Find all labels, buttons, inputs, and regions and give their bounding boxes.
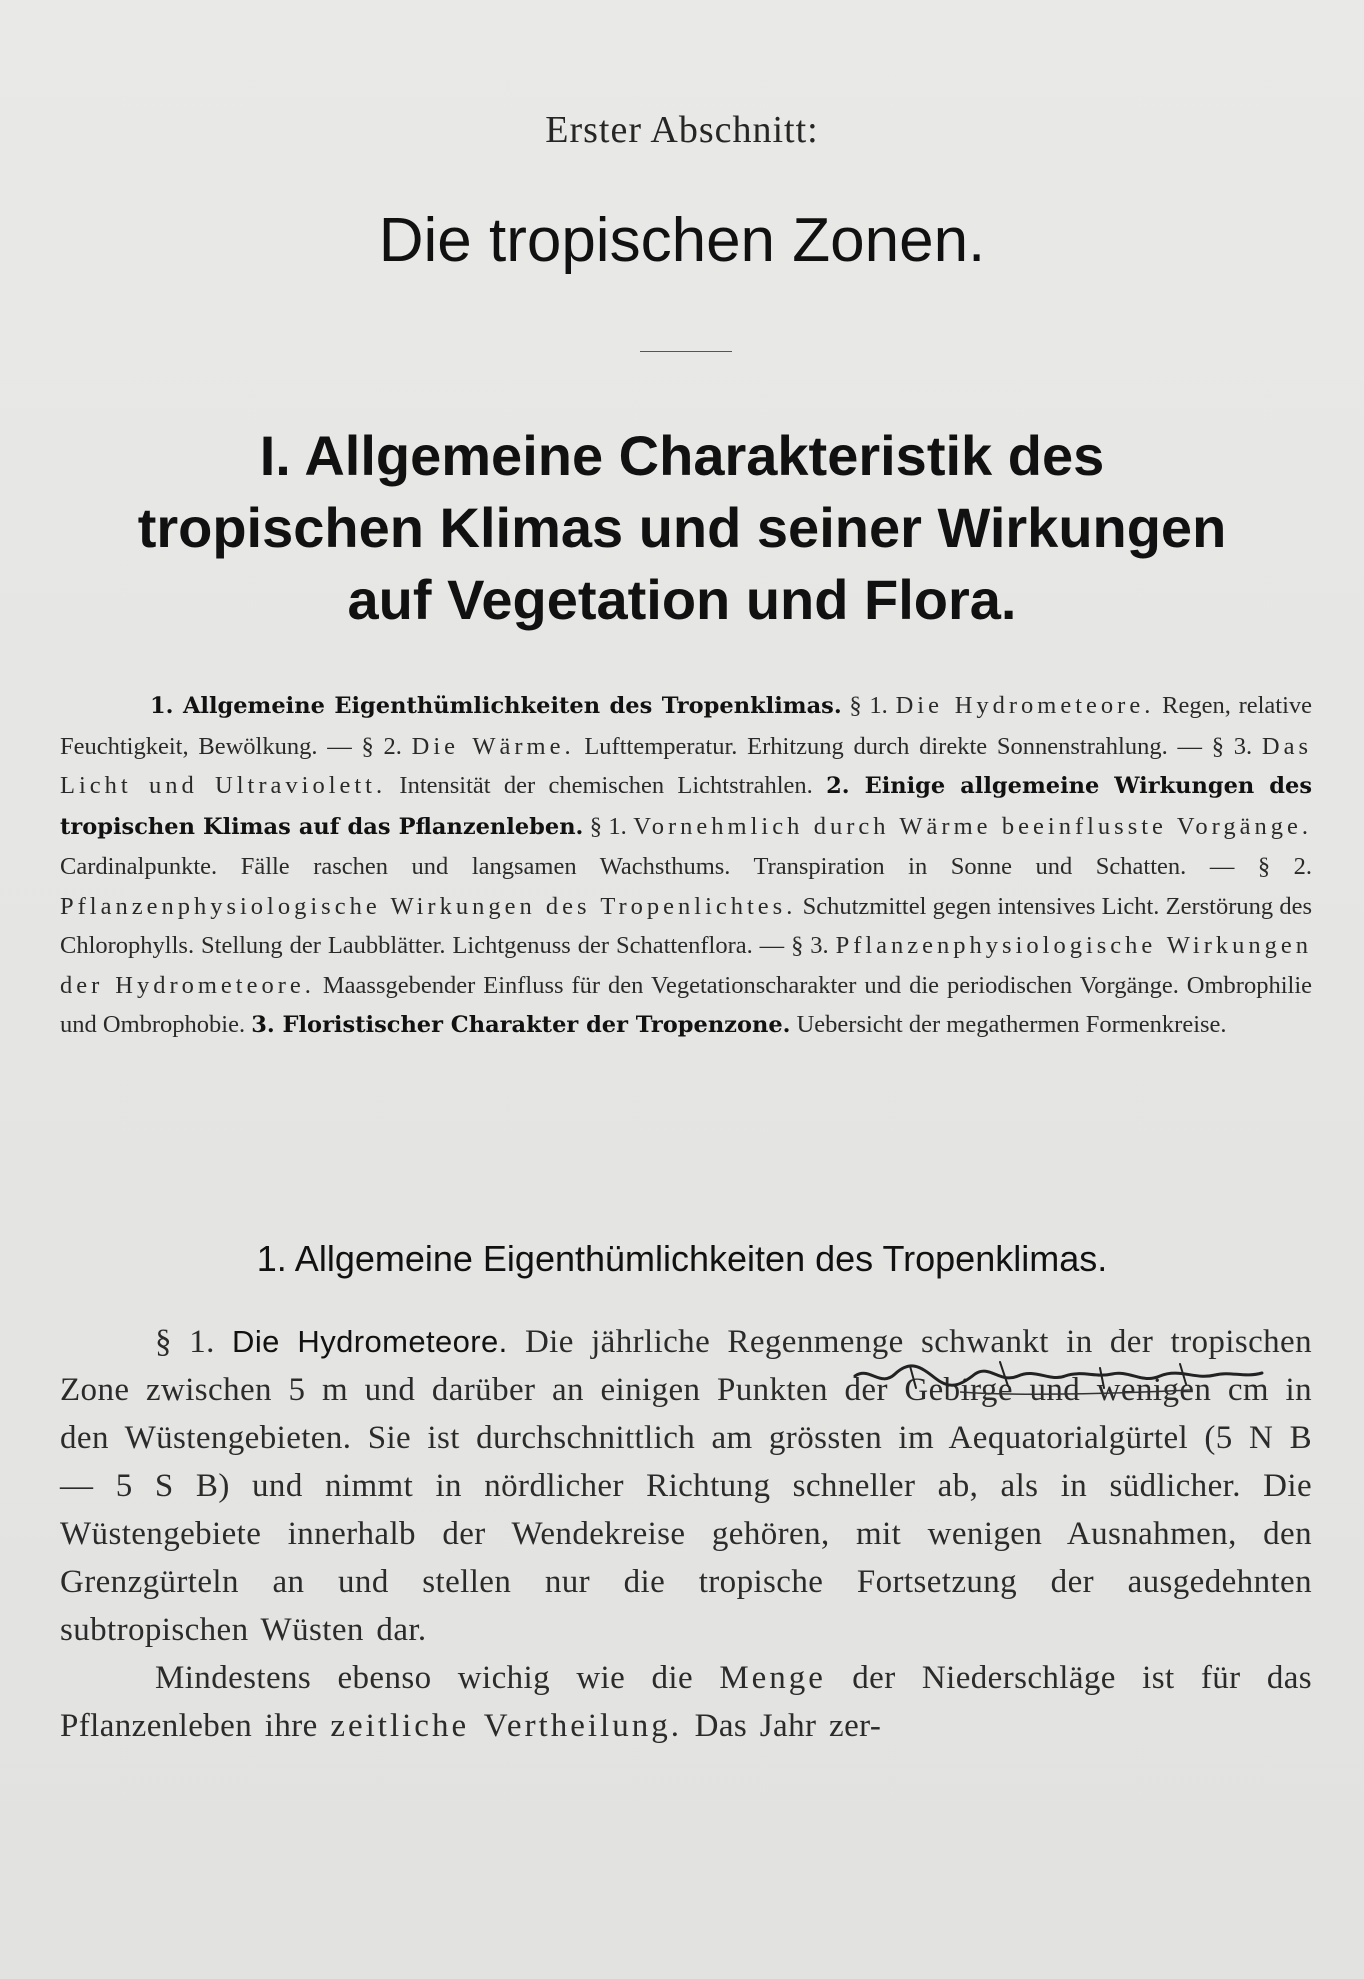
toc-s1-p1-title: Die Hydrometeore. <box>895 692 1155 719</box>
main-title: Die tropischen Zonen. <box>378 206 986 275</box>
chapter-title-line-2: tropischen Klimas und seiner Wirkungen <box>137 496 1227 559</box>
section-label: Erster Abschnitt: <box>545 109 819 151</box>
toc-s1-p3-num: § 3. <box>1211 732 1253 760</box>
toc-s2-p3-title: Pflanzenphysiologische Wirkungen der Hydrometeore. <box>60 932 1313 999</box>
para2-emph-vertheilung: zeitliche Vertheilung. <box>330 1708 682 1744</box>
para2-emph-menge: Menge <box>719 1660 826 1696</box>
para1-section-num: § 1. <box>155 1324 215 1360</box>
toc-s2-p3-text: Maassgebender Einfluss für den Vegetationscharakter und die periodischen Vorgänge. Ombrophilie und Ombrophobie. <box>60 971 1313 1038</box>
toc-section-2-title: 2. Einige allgemeine Wirkungen des tropischen Klimas auf das Pflanzenleben. <box>60 773 1312 840</box>
toc-section-3-title: 3. Floristischer Charakter der Tropenzone. <box>251 1012 791 1038</box>
toc-s1-p2-text: Lufttemperatur. Erhitzung durch direkte Sonnenstrahlung. — <box>584 732 1202 760</box>
para1-title: Die Hydrometeore. <box>232 1324 508 1359</box>
toc-s2-p1-num: § 1. <box>589 812 627 840</box>
toc-s2-p3-num: § 3. <box>791 932 829 959</box>
section-heading: 1. Allgemeine Eigenthümlichkeiten des Tropenklimas. <box>256 1238 1108 1279</box>
toc-s1-p2-num: § 2. <box>361 732 402 760</box>
para2-text-a: Mindestens ebenso wichig wie die <box>155 1660 693 1696</box>
toc-s2-p2-num: § 2. <box>1257 853 1313 880</box>
toc-s2-p2-text: Schutzmittel gegen intensives Licht. Zerstörung des Chlorophylls. Stellung der Laubblätter. Lichtgenuss der Schattenflora. — <box>60 892 1313 959</box>
toc-s1-p1-text: Regen, relative Feuchtigkeit, Bewölkung. — <box>60 692 1313 760</box>
para2-text-e: Das Jahr zer- <box>694 1708 882 1744</box>
toc-s1-p1-num: § 1. <box>849 692 888 719</box>
toc-s1-p2-title: Die Wärme. <box>411 732 575 760</box>
para2-text-c: der Niederschläge ist für das Pflanzenleben ihre <box>60 1660 1313 1744</box>
chapter-contents-summary <box>60 686 1312 1046</box>
handwritten-annotation <box>850 1348 1270 1398</box>
chapter-title-line-1: I. Allgemeine Charakteristik des <box>259 424 1105 487</box>
body-paragraph-2 <box>60 1654 1312 1750</box>
toc-s2-p1-title: Vornehmlich durch Wärme beeinflusste Vorgänge. <box>633 812 1313 840</box>
title-divider <box>640 351 732 352</box>
para1-text: Die jährliche Regenmenge schwankt in der tropischen Zone zwischen 5 m und darüber an einigen Punkten der Gebirge und wenigen cm in den Wüstengebieten. Sie ist durchschnittlich am grössten im Aequatorialgürtel (5 N B — 5 S B) und nimmt in nördlicher Richtung schneller ab, als in südlicher. Die Wüstengebiete innerhalb der Wendekreise gehören, mit wenigen Ausnahmen, den Grenzgürteln an und stellen nur die tropische Fortsetzung der ausgedehnten subtropischen Wüsten dar. <box>60 1324 1312 1648</box>
chapter-title-line-3: auf Vegetation und Flora. <box>347 568 1017 631</box>
toc-s3-text: Uebersicht der megathermen Formenkreise. <box>796 1011 1227 1038</box>
toc-s1-p3-title: Das Licht und Ultraviolett. <box>60 732 1312 799</box>
toc-s1-p3-text: Intensität der chemischen Lichtstrahlen. <box>399 772 813 799</box>
toc-s2-p1-text: Cardinalpunkte. Fälle raschen und langsamen Wachsthums. Transpiration in Sonne und Schatten. — <box>60 853 1235 880</box>
toc-s2-p2-title: Pflanzenphysiologische Wirkungen des Tropenlichtes. <box>60 892 797 920</box>
chapter-title <box>40 420 1324 636</box>
toc-section-1-title: 1. Allgemeine Eigenthümlichkeiten des Tropenklimas. <box>150 693 842 719</box>
